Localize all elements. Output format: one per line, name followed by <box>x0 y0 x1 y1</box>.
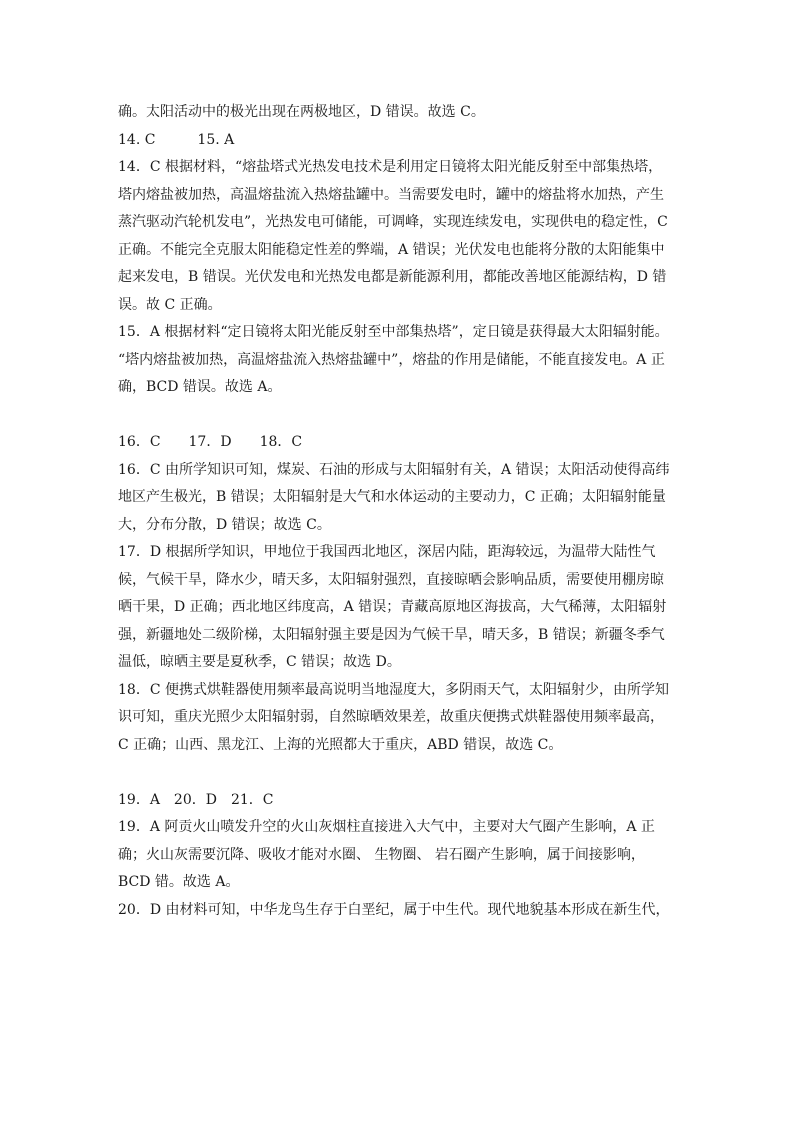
document-page <box>118 99 678 924</box>
text-line: 17．D 根据所学知识，甲地位于我国西北地区，深居内陆，距海较远，为温带大陆性气 <box>118 544 656 560</box>
text-line: 18．C 便携式烘鞋器使用频率最高说明当地湿度大，多阴雨天气，太阳辐射少，由所学知 <box>118 681 669 698</box>
answer-key-19-21: 19．A 20．D 21．C <box>118 791 274 808</box>
text-line: 14．C 根据材料，“熔盐塔式光热发电技术是利用定日镜将太阳光能反射至中部集热塔， <box>118 159 663 175</box>
text-line: C 正确；山西、黑龙江、上海的光照都大于重庆，ABD 错误，故选 C。 <box>118 736 563 753</box>
text-line: 起来发电，B 错误。光伏发电和光热发电都是新能源利用，都能改善地区能源结构，D 错 <box>118 269 667 285</box>
text-line: 误。故 C 正确。 <box>118 296 222 313</box>
text-line: 大，分布分散，D 错误；故选 C。 <box>118 516 331 533</box>
text-line: BCD 错。故选 A。 <box>118 874 240 890</box>
text-line: 20．D 由材料可知，中华龙鸟生存于白垩纪，属于中生代。现代地貌基本形成在新生代， <box>118 901 670 918</box>
text-line: 16．C 由所学知识可知，煤炭、石油的形成与太阳辐射有关，A 错误；太阳活动使得高纬 <box>118 461 670 478</box>
text-line: 确，BCD 错误。故选 A。 <box>118 379 282 395</box>
answer-key-14-15: 14. C 15. A <box>118 131 235 148</box>
text-line: 确；火山灰需要沉降、吸收才能对水圈、 生物圈、 岩石圈产生影响，属于间接影响， <box>118 846 645 863</box>
text-line: 温低，晾晒主要是夏秋季，C 错误；故选 D。 <box>118 654 401 670</box>
text-line: 19．A 阿贡火山喷发升空的火山灰烟柱直接进入大气中，主要对大气圈产生影响，A 正 <box>118 819 655 835</box>
text-line: 正确。不能完全克服太阳能稳定性差的弊端，A 错误；光伏发电也能将分散的太阳能集中 <box>118 241 665 258</box>
text-line: 蒸汽驱动汽轮机发电”，光热发电可储能，可调峰，实现连续发电，实现供电的稳定性，C <box>118 214 668 230</box>
text-line: 晒干果，D 正确；西北地区纬度高，A 错误；青藏高原地区海拔高，大气稀薄，太阳辐射 <box>118 599 667 615</box>
text-line: 候，气候干旱，降水少，晴天多，太阳辐射强烈，直接晾晒会影响品质，需要使用棚房晾 <box>118 571 664 588</box>
text-line: 识可知，重庆光照少太阳辐射弱，自然晾晒效果差，故重庆便携式烘鞋器使用频率最高， <box>118 709 664 725</box>
answer-key-16-18: 16．C 17．D 18．C <box>118 434 303 450</box>
text-line: 地区产生极光，B 错误；太阳辐射是大气和水体运动的主要动力，C 正确；太阳辐射能量 <box>118 489 666 505</box>
text-line: 15．A 根据材料“定日镜将太阳光能反射至中部集热塔”，定日镜是获得最大太阳辐射能。 <box>118 324 669 340</box>
text-line: 塔内熔盐被加热，高温熔盐流入热熔盐罐中。当需要发电时，罐中的熔盐将水加热，产生 <box>118 186 664 203</box>
paragraph-gap <box>118 402 678 430</box>
text-line: “塔内熔盐被加热，高温熔盐流入热熔盐罐中”，熔盐的作用是储能，不能直接发电。A 正 <box>118 351 665 368</box>
text-line: 强，新疆地处二级阶梯，太阳辐射强主要是因为气候干旱，晴天多，B 错误；新疆冬季气 <box>118 626 665 643</box>
paragraph-gap <box>118 759 678 787</box>
text-line: 确。太阳活动中的极光出现在两极地区，D 错误。故选 C。 <box>118 104 485 120</box>
